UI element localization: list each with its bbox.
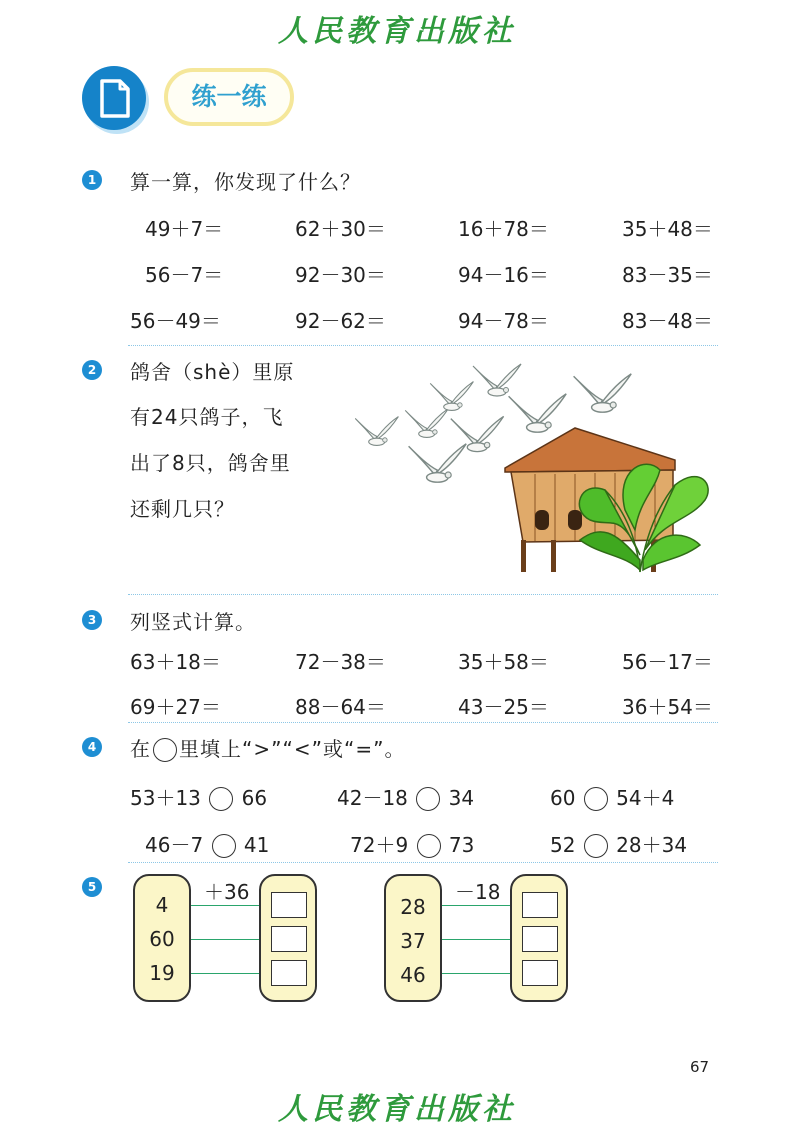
- q3-equation: 36＋54＝: [622, 695, 713, 719]
- arrow-icon: [442, 939, 520, 940]
- input-number: 46: [400, 963, 426, 987]
- input-number: 19: [149, 961, 175, 985]
- q1-equation: 94－16＝: [458, 263, 549, 287]
- q1-prompt: 算一算，你发现了什么？: [130, 170, 361, 194]
- compare-item: [337, 782, 474, 811]
- input-number: 28: [400, 895, 426, 919]
- compare-left: 53＋13: [130, 786, 201, 810]
- question-number-4: 4: [82, 737, 102, 757]
- answer-circle[interactable]: [209, 787, 233, 811]
- pigeon-icon: [574, 374, 632, 412]
- q4-prompt-end: 里填上“>”“<”或“=”。: [179, 737, 406, 761]
- compare-left: 42－18: [337, 786, 408, 810]
- q4-prompt-start: 在: [130, 737, 151, 761]
- compare-item: [550, 782, 674, 811]
- arrow-icon: [191, 939, 269, 940]
- page-number: 67: [690, 1058, 710, 1076]
- pigeon-icon: [509, 394, 567, 432]
- arrow-icon: [191, 973, 269, 974]
- q4-prompt: [130, 733, 405, 762]
- answer-box[interactable]: [522, 960, 558, 986]
- compare-item: [145, 829, 269, 858]
- compare-right: 54＋4: [616, 786, 675, 810]
- question-number-5: 5: [82, 877, 102, 897]
- q1-equation: 83－35＝: [622, 263, 713, 287]
- q1-equation: 92－62＝: [295, 309, 386, 333]
- document-icon: [82, 66, 146, 130]
- compare-left: 72＋9: [350, 833, 409, 857]
- compare-right: 73: [448, 833, 475, 857]
- operation-label: －18: [455, 880, 501, 904]
- compare-left: 46－7: [145, 833, 204, 857]
- q2-text-line: 鸽舍（shè）里原: [130, 360, 295, 384]
- q1-equation: 16＋78＝: [458, 217, 549, 241]
- q2-text-line: 出了8只，鸽舍里: [130, 451, 291, 475]
- compare-right: 34: [448, 786, 475, 810]
- q3-equation: 43－25＝: [458, 695, 549, 719]
- pigeon-icon: [405, 409, 448, 438]
- pigeon-icon: [430, 382, 473, 411]
- arrow-icon: [442, 973, 520, 974]
- publisher-logo-top: 人民教育出版社: [278, 14, 516, 49]
- q1-equation: 56－7＝: [145, 263, 224, 287]
- input-number: 4: [155, 893, 169, 917]
- answer-circle[interactable]: [417, 834, 441, 858]
- operation-label: ＋36: [204, 880, 250, 904]
- section-title: 练一练: [164, 68, 294, 126]
- arrow-icon: [442, 905, 520, 906]
- question-number-2: 2: [82, 360, 102, 380]
- compare-item: [350, 829, 474, 858]
- compare-left: 60: [550, 786, 576, 810]
- divider: [128, 594, 718, 595]
- q3-prompt: 列竖式计算。: [130, 610, 256, 634]
- answer-box[interactable]: [522, 926, 558, 952]
- compare-right: 66: [241, 786, 268, 810]
- publisher-logo-bottom: 人民教育出版社: [278, 1092, 516, 1127]
- answer-circle[interactable]: [212, 834, 236, 858]
- compare-right: 28＋34: [616, 833, 688, 857]
- compare-left: 52: [550, 833, 576, 857]
- arrow-icon: [191, 905, 269, 906]
- pigeon-icon: [451, 416, 504, 451]
- q2-text-line: 有24只鸽子，飞: [130, 405, 284, 429]
- pigeon-icon: [355, 417, 398, 446]
- blank-circle-icon: [153, 738, 177, 762]
- question-number-1: 1: [82, 170, 102, 190]
- answer-circle[interactable]: [584, 787, 608, 811]
- input-number: 60: [149, 927, 175, 951]
- q1-equation: 62＋30＝: [295, 217, 386, 241]
- q1-equation: 56－49＝: [130, 309, 221, 333]
- answer-circle[interactable]: [584, 834, 608, 858]
- q3-equation: 72－38＝: [295, 650, 386, 674]
- q1-equation: 83－48＝: [622, 309, 713, 333]
- divider: [128, 722, 718, 723]
- input-number: 37: [400, 929, 426, 953]
- divider: [128, 862, 718, 863]
- answer-circle[interactable]: [416, 787, 440, 811]
- pigeon-icon: [473, 364, 521, 396]
- answer-box[interactable]: [271, 926, 307, 952]
- compare-item: [130, 782, 267, 811]
- q1-equation: 92－30＝: [295, 263, 386, 287]
- q3-equation: 88－64＝: [295, 695, 386, 719]
- divider: [128, 345, 718, 346]
- q1-equation: 35＋48＝: [622, 217, 713, 241]
- q3-equation: 63＋18＝: [130, 650, 221, 674]
- q3-equation: 56－17＝: [622, 650, 713, 674]
- q3-equation: 69＋27＝: [130, 695, 221, 719]
- q3-equation: 35＋58＝: [458, 650, 549, 674]
- compare-right: 41: [243, 833, 270, 857]
- answer-box[interactable]: [271, 892, 307, 918]
- pigeon-icon: [409, 444, 467, 482]
- compare-item: [550, 829, 687, 858]
- answer-box[interactable]: [271, 960, 307, 986]
- pigeon-house-illustration: [355, 360, 720, 580]
- q2-text-line: 还剩几只？: [130, 497, 235, 521]
- q1-equation: 49＋7＝: [145, 217, 224, 241]
- q1-equation: 94－78＝: [458, 309, 549, 333]
- question-number-3: 3: [82, 610, 102, 630]
- answer-box[interactable]: [522, 892, 558, 918]
